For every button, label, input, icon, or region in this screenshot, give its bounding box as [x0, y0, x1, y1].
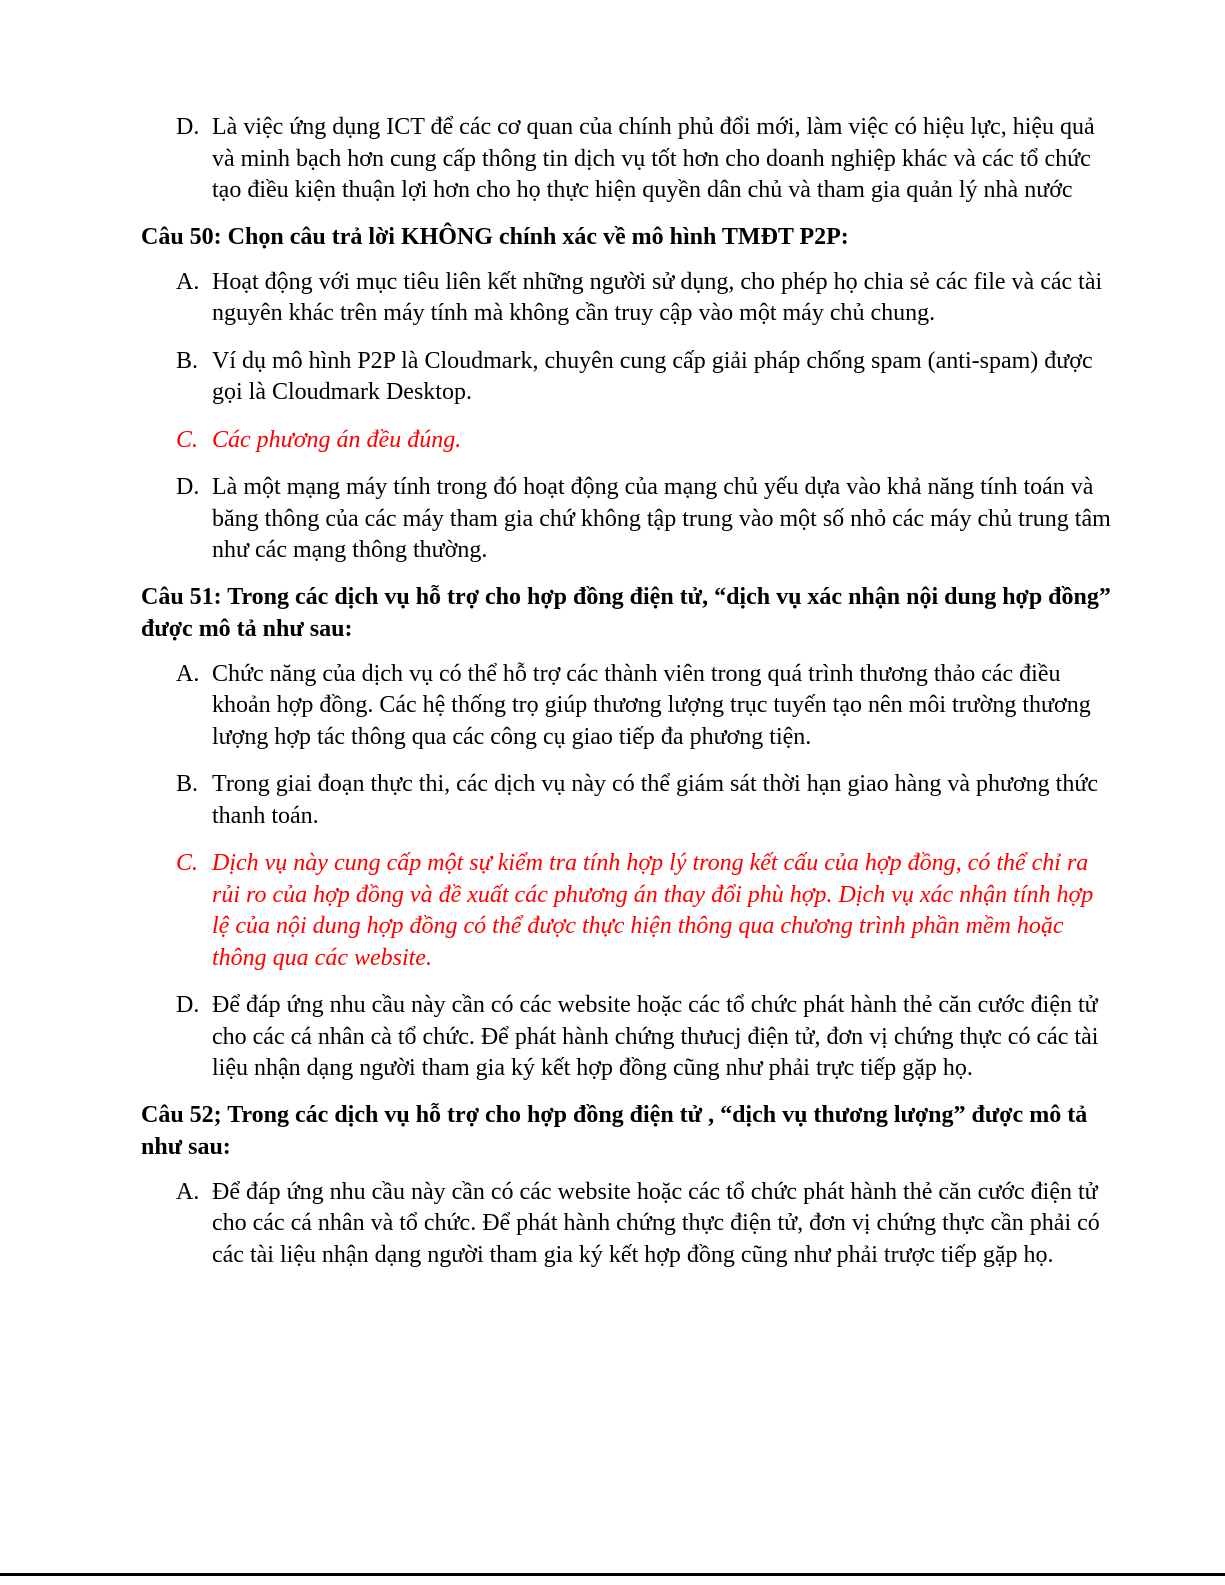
option-text: Ví dụ mô hình P2P là Cloudmark, chuyên cung cấp giải pháp chống spam (anti-spam) được gọi là Cloudmark Desktop.: [212, 347, 1093, 405]
option-c-q50-correct: [141, 425, 1111, 457]
option-text: Các phương án đều đúng.: [212, 426, 462, 453]
option-letter: D.: [176, 474, 200, 500]
question-51: Câu 51: Trong các dịch vụ hỗ trợ cho hợp đồng điện tử, “dịch vụ xác nhận nội dung hợp đồng” được mô tả như sau:: [141, 583, 1111, 642]
option-b-q50: [141, 346, 1111, 409]
option-letter: D.: [176, 114, 200, 140]
option-d-q50: [141, 472, 1111, 567]
option-a-q50: [141, 267, 1111, 330]
option-letter: A.: [176, 660, 200, 687]
option-text: Hoạt động với mục tiêu liên kết những người sử dụng, cho phép họ chia sẻ các file và các tài nguyên khác trên máy tính mà không cần truy cập vào một máy chủ chung.: [212, 268, 1103, 326]
option-b-q51: [141, 769, 1111, 832]
option-letter: B.: [176, 771, 199, 797]
option-text: Để đáp ứng nhu cầu này cần có các website hoặc các tổ chức phát hành thẻ căn cước điện tử cho các cá nhân cà tổ chức. Để phát hành chứng thưucj điện tử, đơn vị chứng thực có các tài liệu nhận dạng người tham gia ký kết hợp đồng cũng như phải trực tiếp gặp họ.: [212, 992, 1099, 1081]
option-text: Là việc ứng dụng ICT để các cơ quan của chính phủ đổi mới, làm việc có hiệu lực, hiệu quả và minh bạch hơn cung cấp thông tin dịch vụ tốt hơn cho doanh nghiệp khác và các tổ chức tạo điều kiện thuận lợi hơn cho họ thực hiện quyền dân chủ và tham gia quản lý nhà nước: [212, 114, 1095, 203]
option-text: Để đáp ứng nhu cầu này cần có các website hoặc các tổ chức phát hành thẻ căn cước điện tử cho các cá nhân và tổ chức. Để phát hành chứng thực điện tử, đơn vị chứng thực cần phải có các tài liệu nhận dạng người tham gia ký kết hợp đồng cũng như phải trược tiếp gặp họ.: [212, 1178, 1100, 1268]
option-letter: B.: [176, 347, 199, 374]
option-d-q51: [141, 990, 1111, 1085]
option-text: Chức năng của dịch vụ có thể hỗ trợ các thành viên trong quá trình thương thảo các điều khoản hợp đồng. Các hệ thống trọ giúp thương lượng trục tuyến tạo nên môi trường thương lượng hợp tác thông qua các công cụ giao tiếp đa phương tiện.: [212, 660, 1091, 750]
question-50: Câu 50: Chọn câu trả lời KHÔNG chính xác về mô hình TMĐT P2P:: [141, 223, 849, 250]
option-a-q51: [141, 659, 1111, 754]
option-d-q49: [141, 112, 1111, 207]
option-text: Là một mạng máy tính trong đó hoạt động của mạng chủ yếu dựa vào khả năng tính toán và băng thông của các máy tham gia chứ không tập trung vào một số nhỏ các máy chủ trung tâm như các mạng thông thường.: [212, 474, 1111, 563]
option-c-q51-correct: [141, 848, 1111, 974]
option-a-q52: [141, 1177, 1111, 1272]
option-letter: C.: [176, 850, 199, 876]
option-letter: C.: [176, 426, 199, 453]
option-text: Dịch vụ này cung cấp một sự kiểm tra tính hợp lý trong kết cấu của hợp đồng, có thể chỉ ra rủi ro của hợp đồng và đề xuất các phương án thay đổi phù hợp. Dịch vụ xác nhận tính hợp lệ của nội dung hợp đồng có thể được thực hiện thông qua chương trình phần mềm hoặc thông qua các website.: [212, 850, 1094, 971]
option-letter: D.: [176, 992, 200, 1018]
document-content: [141, 112, 1111, 1271]
option-letter: A.: [176, 1178, 200, 1205]
question-52: Câu 52; Trong các dịch vụ hỗ trợ cho hợp đồng điện tử , “dịch vụ thương lượng” được mô tả như sau:: [141, 1101, 1088, 1160]
page-bottom-divider: [0, 1573, 1225, 1576]
option-text: Trong giai đoạn thực thi, các dịch vụ này có thể giám sát thời hạn giao hàng và phương thức thanh toán.: [212, 771, 1098, 829]
option-letter: A.: [176, 268, 200, 295]
